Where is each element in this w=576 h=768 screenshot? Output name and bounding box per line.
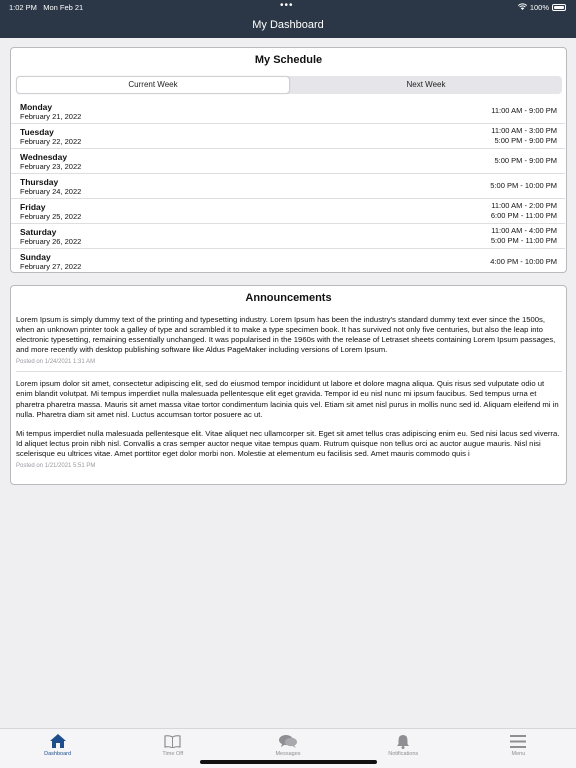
- announcement-posted: Posted on 1/21/2021 5:51 PM: [16, 462, 96, 469]
- tab-label: Notifications: [388, 751, 419, 757]
- tab-dashboard[interactable]: [0, 729, 115, 768]
- tab-next-week[interactable]: Next Week: [406, 80, 446, 89]
- announcements-title: Announcements: [245, 292, 332, 304]
- tab-label: Menu: [511, 751, 526, 757]
- row-date: February 24, 2022: [20, 186, 82, 196]
- row-hours: 11:00 AM - 4:00 PM 5:00 PM - 11:00 PM: [490, 226, 557, 245]
- schedule-row-saturday[interactable]: [11, 224, 565, 249]
- row-date: February 22, 2022: [20, 136, 82, 146]
- row-hours: 11:00 AM - 3:00 PM 5:00 PM - 9:00 PM: [491, 126, 557, 145]
- row-hours: 4:00 PM - 10:00 PM: [490, 256, 557, 266]
- announcement-text: Mi tempus imperdiet nulla malesuada pellentesque elit. Vitae aliquet nec ullamcorper sit. Eget sit amet tellus cras adipiscing enim eu. Sed nisi lacus sed viverra. Id aliquet lectus proin nibh nisl. Convallis a cras semper auctor neque vitae tempus quam. Rutrum quisque non tellus orci ac auctor augue mauris. Nisl nisi scelerisque eu ultrices vitae. Amet porttitor eget dolor morbi non. Molestie at elementum eu facilisis sed. Amet mauris commodo quis i: [16, 428, 560, 458]
- row-date: February 27, 2022: [20, 262, 82, 271]
- book-icon: [164, 733, 181, 749]
- row-date: February 26, 2022: [20, 236, 82, 246]
- row-hours: 5:00 PM - 10:00 PM: [490, 181, 557, 190]
- tab-label: Dashboard: [44, 751, 72, 757]
- wifi-icon: [518, 3, 527, 12]
- row-day: Sunday: [20, 252, 51, 262]
- row-day: Friday: [20, 201, 46, 212]
- announcements-card: [10, 285, 567, 485]
- announcement-item[interactable]: [16, 379, 562, 468]
- schedule-row-tuesday[interactable]: [11, 124, 565, 149]
- announcement-posted: Posted on 1/24/2021 1:31 AM: [16, 359, 96, 366]
- battery-icon: [552, 4, 566, 11]
- schedule-row-sunday[interactable]: [11, 249, 565, 274]
- week-segmented-control: [16, 76, 562, 94]
- tab-menu[interactable]: [461, 729, 576, 768]
- divider: [16, 371, 562, 372]
- row-day: Tuesday: [20, 126, 54, 137]
- home-icon: [50, 733, 66, 749]
- schedule-row-friday[interactable]: [11, 199, 565, 224]
- row-hours: 11:00 AM - 9:00 PM: [491, 106, 557, 115]
- row-date: February 23, 2022: [20, 161, 82, 171]
- announcements-list: [16, 315, 562, 469]
- schedule-row-monday[interactable]: [11, 99, 565, 124]
- page-title: My Dashboard: [252, 19, 324, 31]
- row-day: Wednesday: [20, 151, 68, 162]
- top-bar: [0, 0, 576, 38]
- row-day: Saturday: [20, 226, 57, 237]
- row-hours: 11:00 AM - 2:00 PM 6:00 PM - 11:00 PM: [490, 201, 557, 220]
- announcement-text: Lorem ipsum dolor sit amet, consectetur adipiscing elit, sed do eiusmod tempor incididunt ut labore et dolore magna aliqua. Quis risus sed vulputate odio ut enim blandit volutpat. Mi tempus imperdiet nulla malesuada pellentesque elit eget gravida. Tempor id eu nisl nunc mi ipsum faucibus. Sed tempus urna et pharetra pharetra massa. Mauris sit amet massa vitae tortor condimentum lacinia quis vel. Etiam sit amet nisl purus in mollis nunc sed id. Aliquam eleifend mi in nulla. Pharetra diam sit amet nisl. Luctus accumsan tortor posuere ac ut.: [16, 379, 559, 419]
- announcement-text: Lorem Ipsum is simply dummy text of the printing and typesetting industry. Lorem Ipsum has been the industry's standard dummy text ever since the 1500s, when an unknown printer took a galley of type and scrambled it to make a type specimen book. It has survived not only five centuries, but also the leap into electronic typesetting, remaining essentially unchanged. It was popularised in the 1960s with the release of Letraset sheets containing Lorem Ipsum passages, and more recently with desktop publishing software like Aldus PageMaker including versions of Lorem Ipsum.: [16, 315, 556, 355]
- schedule-list: [11, 99, 565, 274]
- announcement-item[interactable]: [16, 315, 562, 365]
- battery-percent: 100%: [529, 3, 549, 12]
- row-date: February 25, 2022: [20, 211, 82, 221]
- menu-icon: [510, 733, 526, 749]
- chat-icon: [279, 733, 297, 749]
- status-time: 1:02 PM Mon Feb 21: [9, 3, 84, 12]
- multitasking-dots-icon[interactable]: •••: [280, 0, 294, 11]
- row-date: February 21, 2022: [20, 111, 82, 121]
- row-day: Thursday: [20, 176, 59, 187]
- home-indicator[interactable]: [200, 760, 377, 764]
- tab-label: Messages: [275, 751, 301, 757]
- status-right: [518, 3, 566, 12]
- tab-current-week[interactable]: Current Week: [16, 76, 290, 94]
- row-hours: 5:00 PM - 9:00 PM: [494, 156, 557, 165]
- bell-icon: [396, 733, 410, 749]
- schedule-title: My Schedule: [254, 54, 323, 66]
- schedule-row-wednesday[interactable]: [11, 149, 565, 174]
- schedule-card: [10, 47, 567, 273]
- status-bar: [0, 0, 576, 14]
- tab-label: Time Off: [162, 751, 184, 757]
- row-day: Monday: [20, 101, 53, 112]
- schedule-row-thursday[interactable]: [11, 174, 565, 199]
